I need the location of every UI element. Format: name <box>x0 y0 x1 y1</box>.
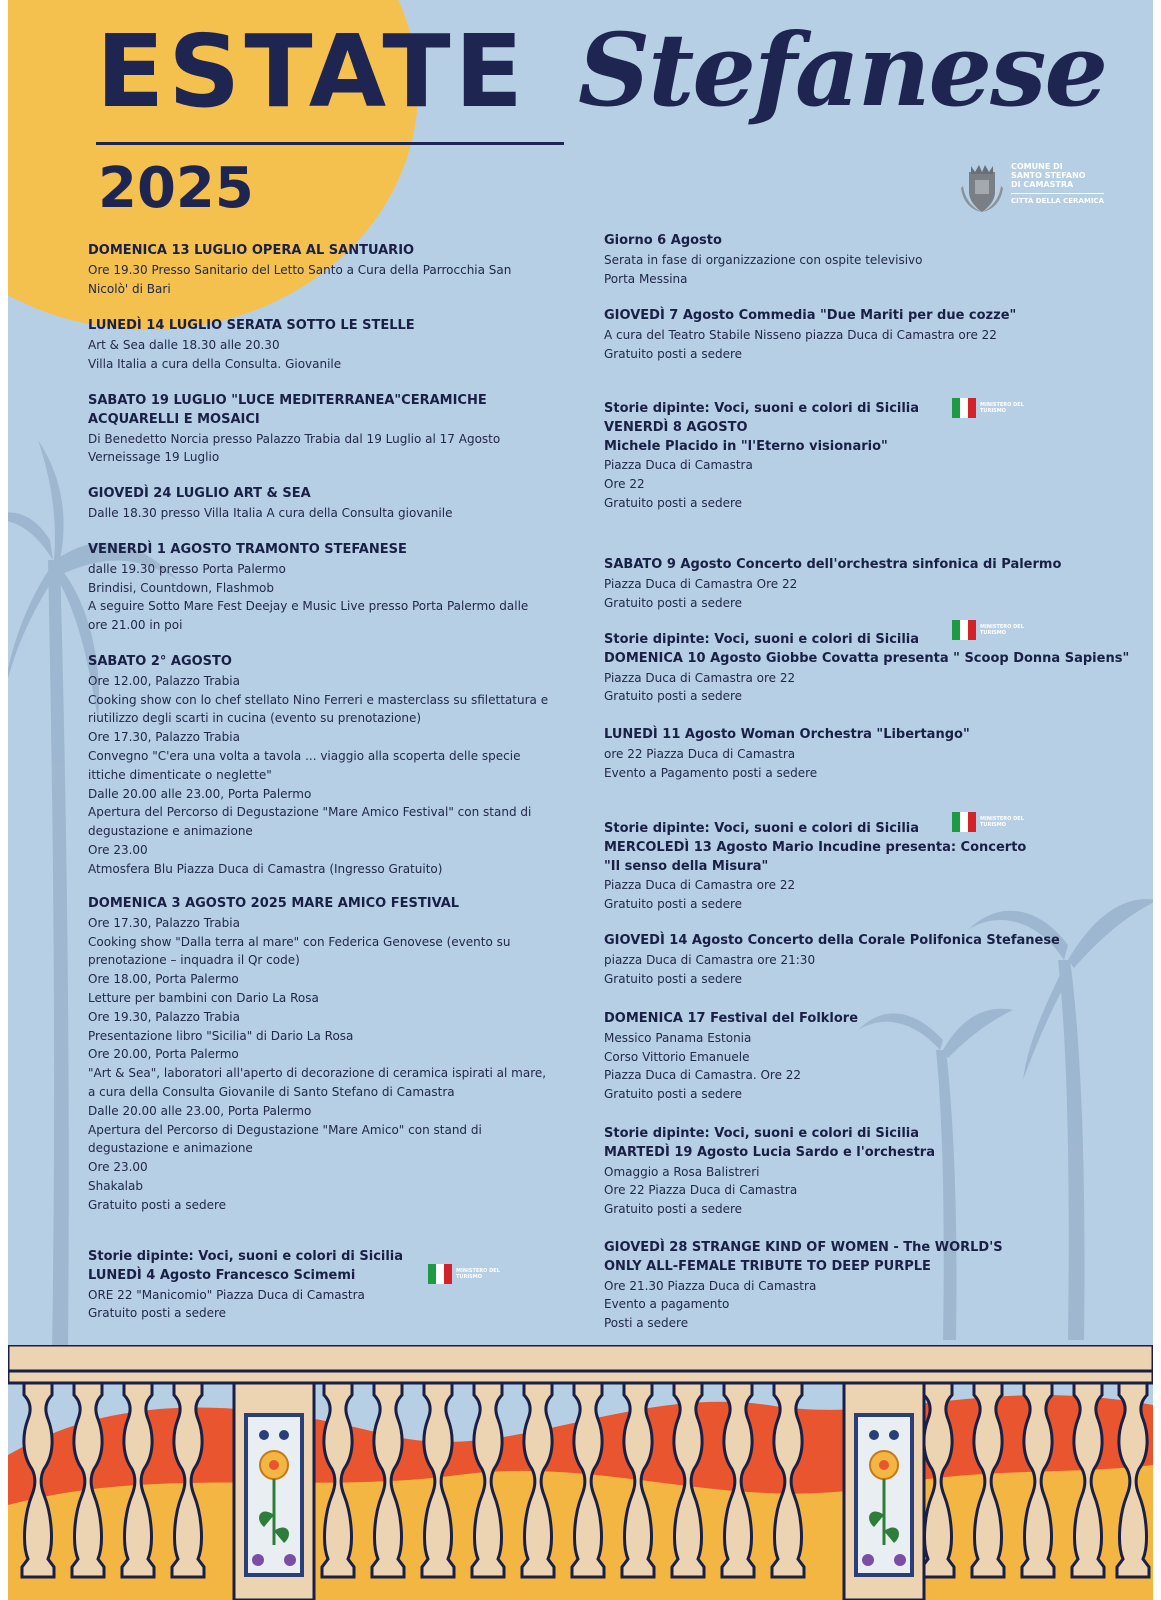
event-title-line: LUNEDÌ 4 Agosto Francesco Scimemi <box>88 1267 356 1283</box>
comune-line: DI CAMASTRA <box>1011 180 1074 189</box>
event-detail-line: Dalle 20.00 alle 23.00, Porta Palermo <box>88 1103 312 1118</box>
title-underline <box>96 142 564 145</box>
event-detail-line: Apertura del Percorso di Degustazione "Mare Amico" con stand di <box>88 1122 482 1137</box>
event-title-line: ONLY ALL-FEMALE TRIBUTE TO DEEP PURPLE <box>604 1258 931 1274</box>
event-item <box>604 307 1016 363</box>
event-detail-line: Ore 17.30, Palazzo Trabia <box>88 915 240 930</box>
event-detail-line: Convegno "C'era una volta a tavola ... viaggio alla scoperta delle specie <box>88 748 521 763</box>
event-title-line: VENERDÌ 1 AGOSTO TRAMONTO STEFANESE <box>88 542 407 557</box>
event-detail-line: Gratuito posti a sedere <box>88 1197 227 1212</box>
italian-flag-icon <box>952 812 976 832</box>
flag-label: MINISTERO DEL TURISMO <box>456 1268 500 1280</box>
event-detail-line: Gratuito posti a sedere <box>604 971 743 986</box>
event-title-line: LUNEDÌ 14 LUGLIO SERATA SOTTO LE STELLE <box>88 318 415 333</box>
event-detail-line: Nicolò' di Bari <box>88 281 171 296</box>
flag-label: MINISTERO DEL TURISMO <box>980 624 1024 636</box>
event-detail-line: Cooking show con lo chef stellato Nino Ferreri e masterclass su sfilettatura e <box>88 692 549 707</box>
event-item <box>604 556 1061 612</box>
event-title-line: Storie dipinte: Voci, suoni e colori di Sicilia <box>604 821 920 836</box>
event-title-line: Storie dipinte: Voci, suoni e colori di Sicilia <box>604 1126 920 1141</box>
event-detail-line: Shakalab <box>88 1178 143 1193</box>
title-estate: ESTATE <box>96 13 527 130</box>
event-title-line: MARTEDÌ 19 Agosto Lucia Sardo e l'orchestra <box>604 1144 935 1160</box>
event-detail-line: ORE 22 "Manicomio" Piazza Duca di Camastra <box>88 1287 365 1302</box>
event-title-line: GIOVEDÌ 14 Agosto Concerto della Corale Polifonica Stefanese <box>604 933 1060 948</box>
event-detail-line: Ore 19.30 Presso Sanitario del Letto Santo a Cura della Parrocchia San <box>88 262 512 277</box>
event-item <box>88 1248 403 1323</box>
flag-label: MINISTERO DEL TURISMO <box>980 816 1024 828</box>
event-detail-line: Gratuito posti a sedere <box>604 689 743 704</box>
event-title-line: SABATO 2° AGOSTO <box>88 654 232 669</box>
event-detail-line: Piazza Duca di Camastra. Ore 22 <box>604 1068 802 1083</box>
event-item <box>604 820 1026 914</box>
event-detail-line: prenotazione – inquadra il Qr code) <box>88 953 300 968</box>
balustrade-illustration <box>8 1345 1153 1600</box>
year: 2025 <box>98 156 254 221</box>
event-detail-line: piazza Duca di Camastra ore 21:30 <box>604 952 816 967</box>
event-detail-line: Ore 22 <box>604 477 645 492</box>
event-detail-line: Ore 12.00, Palazzo Trabia <box>88 673 240 688</box>
title-stefanese: Stefanese <box>578 11 1107 129</box>
event-item <box>604 1239 1003 1333</box>
event-detail-line: Piazza Duca di Camastra <box>604 458 753 473</box>
crest-icon <box>961 162 1003 214</box>
event-title-line: Michele Placido in "l'Eterno visionario" <box>604 438 888 454</box>
event-detail-line: Ore 23.00 <box>88 842 148 857</box>
event-item <box>88 485 452 523</box>
event-detail-line: Letture per bambini con Dario La Rosa <box>88 990 319 1005</box>
flag-label: MINISTERO DEL TURISMO <box>980 402 1024 414</box>
comune-subtitle: CITTÀ DELLA CERAMICA <box>1011 193 1104 206</box>
event-detail-line: Corso Vittorio Emanuele <box>604 1049 750 1064</box>
event-title-line: MERCOLEDÌ 13 Agosto Mario Incudine presenta: Concerto <box>604 839 1027 855</box>
comune-text <box>1011 162 1104 206</box>
ministero-turismo-flag <box>952 620 1024 640</box>
event-detail-line: Omaggio a Rosa Balistreri <box>604 1164 760 1179</box>
event-detail-line: Gratuito posti a sedere <box>604 1202 743 1217</box>
event-detail-line: A seguire Sotto Mare Fest Deejay e Music Live presso Porta Palermo dalle <box>88 599 529 614</box>
event-detail-line: Ore 17.30, Palazzo Trabia <box>88 730 240 745</box>
event-item <box>88 653 548 879</box>
event-title-line: SABATO 9 Agosto Concerto dell'orchestra sinfonica di Palermo <box>604 557 1062 572</box>
event-detail-line: Ore 23.00 <box>88 1160 148 1175</box>
event-detail-line: Presentazione libro "Sicilia" di Dario La Rosa <box>88 1028 354 1043</box>
event-detail-line: Ore 21.30 Piazza Duca di Camastra <box>604 1278 817 1293</box>
event-title-line: DOMENICA 3 AGOSTO 2025 MARE AMICO FESTIVAL <box>88 896 460 911</box>
event-title-line: SABATO 19 LUGLIO "LUCE MEDITERRANEA"CERAMICHE <box>88 393 487 408</box>
event-detail-line: ore 22 Piazza Duca di Camastra <box>604 746 796 761</box>
event-detail-line: Art & Sea dalle 18.30 alle 20.30 <box>88 337 280 352</box>
event-detail-line: A cura del Teatro Stabile Nisseno piazza Duca di Camastra ore 22 <box>604 327 997 342</box>
event-item <box>604 726 970 782</box>
event-detail-line: Villa Italia a cura della Consulta. Giovanile <box>88 356 342 371</box>
event-detail-line: Gratuito posti a sedere <box>604 346 743 361</box>
event-detail-line: dalle 19.30 presso Porta Palermo <box>88 561 286 576</box>
event-title-line: VENERDÌ 8 AGOSTO <box>604 419 748 435</box>
ministero-turismo-flag <box>952 398 1024 418</box>
event-item <box>88 541 528 635</box>
event-detail-line: ittiche dimenticate o neglette" <box>88 767 272 782</box>
italian-flag-icon <box>428 1264 452 1284</box>
event-detail-line: Evento a Pagamento posti a sedere <box>604 765 818 780</box>
event-detail-line: Serata in fase di organizzazione con ospite televisivo <box>604 252 923 267</box>
event-item <box>88 392 500 467</box>
event-detail-line: "Art & Sea", laboratori all'aperto di decorazione di ceramica ispirati al mare, <box>88 1066 547 1081</box>
event-detail-line: Ore 18.00, Porta Palermo <box>88 972 239 987</box>
event-detail-line: Dalle 20.00 alle 23.00, Porta Palermo <box>88 786 312 801</box>
event-detail-line: Verneissage 19 Luglio <box>88 450 220 465</box>
event-title-line: DOMENICA 13 LUGLIO OPERA AL SANTUARIO <box>88 243 415 258</box>
italian-flag-icon <box>952 620 976 640</box>
poster <box>8 0 1153 1600</box>
event-title-line: Giorno 6 Agosto <box>604 233 722 248</box>
event-title-line: ACQUARELLI E MOSAICI <box>88 411 260 427</box>
event-item <box>88 242 511 298</box>
event-detail-line: Posti a sedere <box>604 1316 689 1331</box>
event-detail-line: ore 21.00 in poi <box>88 618 183 633</box>
event-detail-line: Atmosfera Blu Piazza Duca di Camastra (Ingresso Gratuito) <box>88 861 443 876</box>
event-detail-line: degustazione e animazione <box>88 1141 253 1156</box>
event-detail-line: Piazza Duca di Camastra Ore 22 <box>604 576 798 591</box>
event-title-line: DOMENICA 17 Festival del Folklore <box>604 1011 859 1026</box>
event-detail-line: Ore 20.00, Porta Palermo <box>88 1047 239 1062</box>
event-detail-line: Messico Panama Estonia <box>604 1030 752 1045</box>
italian-flag-icon <box>952 398 976 418</box>
event-detail-line: Apertura del Percorso di Degustazione "Mare Amico Festival" con stand di <box>88 805 532 820</box>
event-item <box>604 232 923 288</box>
event-item <box>88 895 546 1215</box>
event-detail-line: Evento a pagamento <box>604 1297 730 1312</box>
event-title-line: Storie dipinte: Voci, suoni e colori di Sicilia <box>604 401 920 416</box>
event-title-line: "Il senso della Misura" <box>604 858 769 874</box>
event-item <box>88 317 415 373</box>
comune-line: COMUNE DI <box>1011 162 1063 171</box>
event-detail-line: Di Benedetto Norcia presso Palazzo Trabia dal 19 Luglio al 17 Agosto <box>88 431 501 446</box>
event-title-line: DOMENICA 10 Agosto Giobbe Covatta presenta " Scoop Donna Sapiens" <box>604 650 1130 666</box>
event-detail-line: Piazza Duca di Camastra ore 22 <box>604 878 796 893</box>
ministero-turismo-flag <box>428 1264 500 1284</box>
event-detail-line: Ore 22 Piazza Duca di Camastra <box>604 1183 798 1198</box>
event-title-line: GIOVEDÌ 7 Agosto Commedia "Due Mariti per due cozze" <box>604 308 1017 323</box>
event-title-line: Storie dipinte: Voci, suoni e colori di Sicilia <box>604 632 920 647</box>
event-detail-line: Gratuito posti a sedere <box>604 595 743 610</box>
event-detail-line: Dalle 18.30 presso Villa Italia A cura della Consulta giovanile <box>88 505 453 520</box>
event-item <box>604 400 919 513</box>
event-detail-line: Gratuito posti a sedere <box>88 1306 227 1321</box>
event-title-line: GIOVEDÌ 28 STRANGE KIND OF WOMEN - The WORLD'S <box>604 1240 1003 1255</box>
event-title-line: GIOVEDÌ 24 LUGLIO ART & SEA <box>88 486 311 501</box>
event-detail-line: Porta Messina <box>604 271 688 286</box>
event-item <box>604 932 1060 988</box>
event-title-line: LUNEDÌ 11 Agosto Woman Orchestra "Libertango" <box>604 727 970 742</box>
event-item <box>604 631 1129 706</box>
event-item <box>604 1010 858 1104</box>
event-detail-line: Gratuito posti a sedere <box>604 1087 743 1102</box>
event-detail-line: Cooking show "Dalla terra al mare" con Federica Genovese (evento su <box>88 934 511 949</box>
event-detail-line: degustazione e animazione <box>88 824 253 839</box>
event-detail-line: Gratuito posti a sedere <box>604 897 743 912</box>
event-detail-line: Brindisi, Countdown, Flashmob <box>88 580 275 595</box>
comune-logo <box>961 162 1104 214</box>
comune-line: SANTO STEFANO <box>1011 171 1086 180</box>
event-detail-line: a cura della Consulta Giovanile di Santo Stefano di Camastra <box>88 1084 455 1099</box>
event-detail-line: Ore 19.30, Palazzo Trabia <box>88 1009 240 1024</box>
ministero-turismo-flag <box>952 812 1024 832</box>
event-detail-line: Gratuito posti a sedere <box>604 495 743 510</box>
event-item <box>604 1125 935 1219</box>
event-title-line: Storie dipinte: Voci, suoni e colori di Sicilia <box>88 1249 404 1264</box>
event-detail-line: Piazza Duca di Camastra ore 22 <box>604 670 796 685</box>
event-detail-line: riutilizzo degli scarti in cucina (evento su prenotazione) <box>88 711 422 726</box>
